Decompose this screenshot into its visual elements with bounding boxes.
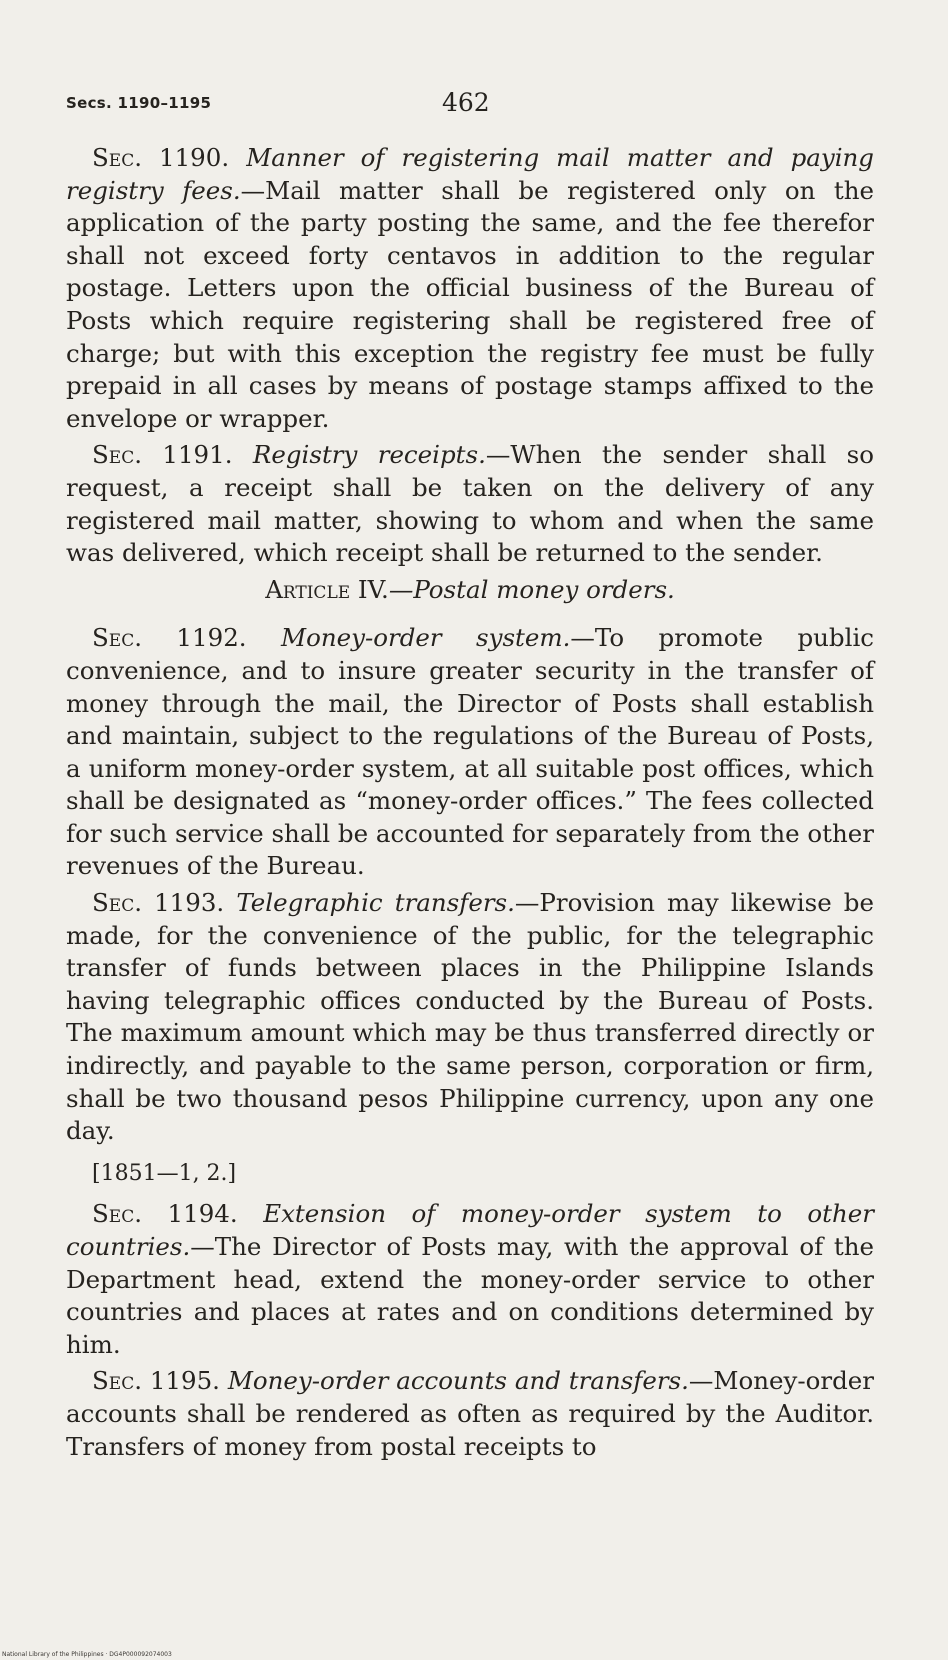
- section-catchline: Registry receipts.: [252, 440, 486, 470]
- body-text: [66, 142, 874, 1463]
- article-label: Article IV.: [265, 574, 389, 604]
- scan-footer: National Library of the Philippines · DG4P000092074003: [2, 1651, 172, 1658]
- page-number: 462: [442, 88, 490, 117]
- section-text: —When the sender shall so request, a receipt shall be taken on the delivery of any registered mail matter, showing to whom and when the same was delivered, which receipt shall be returned to the sender.: [66, 440, 874, 568]
- running-head: [66, 88, 866, 118]
- section-label: Sec. 1194.: [92, 1199, 238, 1229]
- section-text: —Money-order accounts shall be rendered as often as required by the Auditor. Transfers of money from postal receipts to: [66, 1366, 874, 1461]
- section-range-heading: Secs. 1190–1195: [66, 94, 212, 112]
- section-text: —The Director of Posts may, with the approval of the Department head, extend the money-order service to other countries and places at rates and on conditions determined by him.: [66, 1232, 874, 1359]
- section-catchline: Manner of registering mail matter and paying registry fees.: [66, 143, 874, 205]
- section-1192: [66, 622, 874, 883]
- section-catchline: Telegraphic transfers.: [236, 888, 515, 918]
- section-1193: [66, 887, 874, 1148]
- section-1194: [66, 1198, 874, 1361]
- section-label: Sec. 1190.: [92, 143, 230, 172]
- section-label: Sec. 1195.: [92, 1366, 220, 1396]
- section-1190: [66, 142, 874, 435]
- section-label: Sec. 1193.: [92, 888, 225, 918]
- article-title: —Postal money orders.: [388, 574, 675, 604]
- section-catchline: Extension of money-order system to other countries.: [66, 1199, 874, 1261]
- section-label: Sec. 1191.: [92, 440, 233, 470]
- article-heading: [66, 574, 874, 607]
- section-1195: [66, 1365, 874, 1463]
- section-1191: [66, 439, 874, 569]
- section-label: Sec. 1192.: [92, 623, 247, 653]
- section-catchline: Money-order accounts and transfers.: [227, 1366, 689, 1396]
- source-reference: [1851—1, 2.]: [92, 1160, 237, 1186]
- section-text: —To promote public convenience, and to insure greater security in the transfer of money through the mail, the Director of Posts shall establish and maintain, subject to the regulations of the Bureau of Posts, a uniform money-order system, at all suitable post offices, which shall be designated as “money-order offices.” The fees collected for such service shall be accounted for separately from the other revenues of the Bureau.: [66, 623, 875, 881]
- section-catchline: Money-order system.: [281, 623, 571, 653]
- section-text: —Provision may likewise be made, for the convenience of the public, for the telegraphic transfer of funds between places in the Philippine Islands having telegraphic offices conducted by the Bureau of Posts. The maximum amount which may be thus transferred directly or indirectly, and payable to the same person, corporation or firm, shall be two thousand pesos Philippine currency, upon any one day.: [66, 888, 874, 1146]
- section-text: —Mail matter shall be registered only on the application of the party posting the same, and the fee therefor shall not exceed forty centavos in addition to the regular postage. Letters upon the official business of the Bureau of Posts which require registering shall be registered free of charge; but with this exception the registry fee must be fully prepaid in all cases by means of postage stamps affixed to the envelope or wrapper.: [66, 175, 874, 433]
